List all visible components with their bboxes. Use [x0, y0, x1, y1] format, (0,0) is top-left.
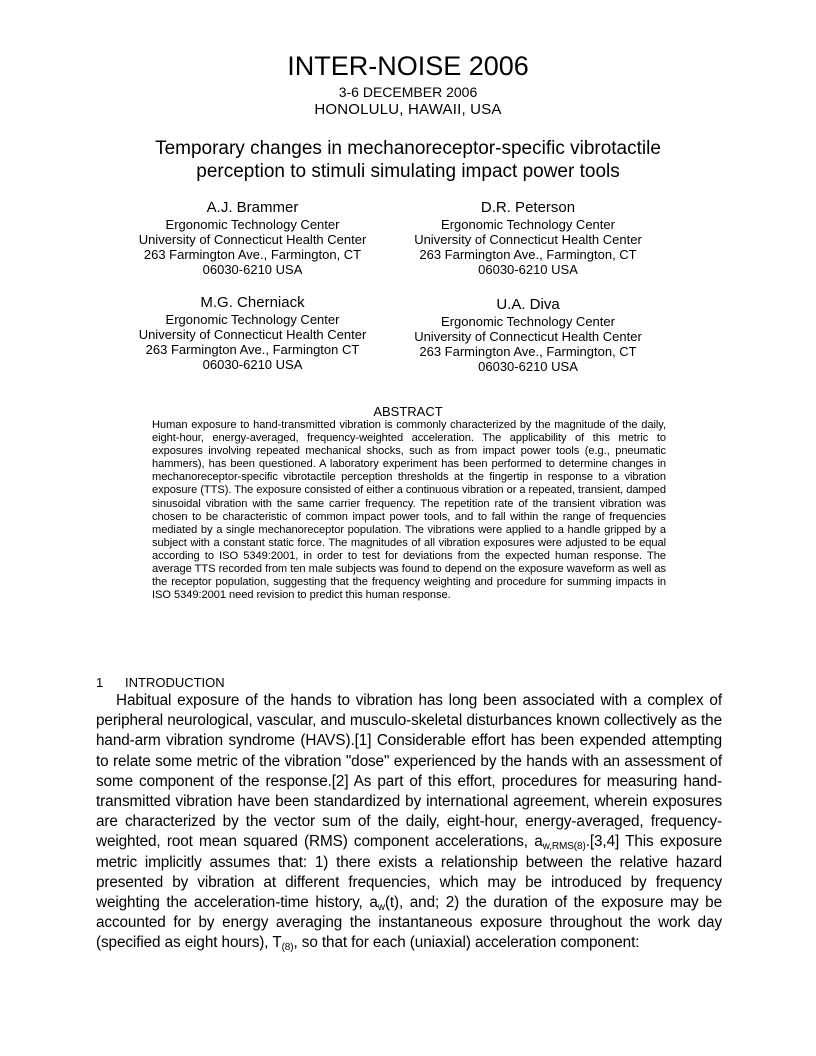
conference-location: HONOLULU, HAWAII, USA	[314, 101, 502, 118]
author-zip: 06030-6210 USA	[478, 359, 578, 374]
body-text: (t), and; 2) the duration of the exposure may be accounted for by energy averaging the instantaneous exposure throughout the work day (specified as eight hours), T	[96, 894, 722, 952]
author-address: 263 Farmington Ave., Farmington, CT	[419, 247, 637, 262]
author-inst: University of Connecticut Health Center	[138, 327, 367, 342]
author-inst: University of Connecticut Health Center	[414, 232, 642, 247]
section-number: 1	[96, 675, 104, 690]
author-inst: University of Connecticut Health Center	[138, 232, 367, 247]
author-name: U.A. Diva	[496, 296, 560, 313]
author-inst: University of Connecticut Health Center	[414, 329, 642, 344]
author-block	[404, 199, 652, 277]
body-text: , so that for each (uniaxial) acceleration component:	[293, 934, 640, 952]
conference-title: INTER-NOISE 2006	[287, 51, 529, 81]
author-org: Ergonomic Technology Center	[165, 217, 340, 232]
author-org: Ergonomic Technology Center	[441, 314, 615, 329]
author-name: D.R. Peterson	[480, 199, 576, 216]
author-name: M.G. Cherniack	[200, 294, 305, 311]
conference-dates: 3-6 DECEMBER 2006	[338, 84, 478, 100]
subscript: w	[377, 902, 385, 914]
abstract-text: Human exposure to hand-transmitted vibration is commonly characterized by the magnitude of the daily, eight-hour, energy-averaged, frequency-weighted acceleration. The applicability of this metric to exposures involving repeated mechanical shocks, such as from impact power tools (e.g., pneumatic hammers), has been questioned. A laboratory experiment has been performed to determine changes in mechanoreceptor-specific vibrotactile perception thresholds at the fingertip in response to a vibration exposure (TTS). The exposure consisted of either a continuous vibration or a repeated, transient, damped sinusoidal vibration with the same carrier frequency. The repetition rate of the transient vibration was chosen to be characteristic of common impact power tools, and to fall within the range of frequencies mediated by a single mechanoreceptor population. The vibrations were applied to a handle gripped by a subject with a constant static force. The magnitudes of all vibration exposures were adjusted to be equal according to ISO 5349:2001, in order to test for deviations from the expected human response. The average TTS recorded from ten male subjects was found to depend on the exposure waveform as well as the receptor population, suggesting that the frequency weighting and procedure for summing impacts in ISO 5349:2001 need revision to predict this human response.	[152, 419, 666, 602]
author-org: Ergonomic Technology Center	[441, 217, 615, 232]
author-zip: 06030-6210 USA	[202, 357, 303, 372]
author-block	[404, 296, 652, 374]
author-org: Ergonomic Technology Center	[165, 312, 340, 327]
author-zip: 06030-6210 USA	[478, 262, 578, 277]
paper-title	[90, 137, 726, 183]
author-address: 263 Farmington Ave., Farmington CT	[145, 342, 360, 357]
author-zip: 06030-6210 USA	[202, 262, 303, 277]
section-heading	[96, 675, 225, 691]
body-text: .[3,4] This exposure metric implicitly assumes that: 1) there exists a relationship between the relative hazard presented by vibration at different frequencies, which may be introduced by frequency weighting the acceleration-time history, a	[96, 833, 722, 912]
author-address: 263 Farmington Ave., Farmington, CT	[419, 344, 637, 359]
body-paragraph	[96, 691, 722, 954]
paper-title-line: Temporary changes in mechanoreceptor-specific vibrotactile	[155, 138, 661, 159]
paper-title-line: perception to stimuli simulating impact power tools	[196, 161, 620, 182]
abstract-heading: ABSTRACT	[373, 404, 443, 419]
author-block	[120, 199, 385, 277]
section-title: INTRODUCTION	[125, 675, 225, 690]
author-name: A.J. Brammer	[206, 199, 299, 216]
subscript: (8)	[281, 942, 294, 954]
body-text: Habitual exposure of the hands to vibration has long been associated with a complex of peripheral neurological, vascular, and musculo-skeletal disturbances known collectively as the hand-arm vibration syndrome (HAVS).[1] Considerable effort has been expended attempting to relate some metric of the vibration "dose" experienced by the hands with an assessment of some component of the response.[2] As part of this effort, procedures for measuring hand-transmitted vibration have been standardized by international agreement, wherein exposures are characterized by the vector sum of the daily, eight-hour, energy-averaged, frequency-weighted, root mean squared (RMS) component accelerations, a	[96, 692, 722, 851]
subscript: w,RMS(8)	[542, 841, 586, 853]
author-block	[120, 294, 385, 372]
author-address: 263 Farmington Ave., Farmington, CT	[143, 247, 362, 262]
